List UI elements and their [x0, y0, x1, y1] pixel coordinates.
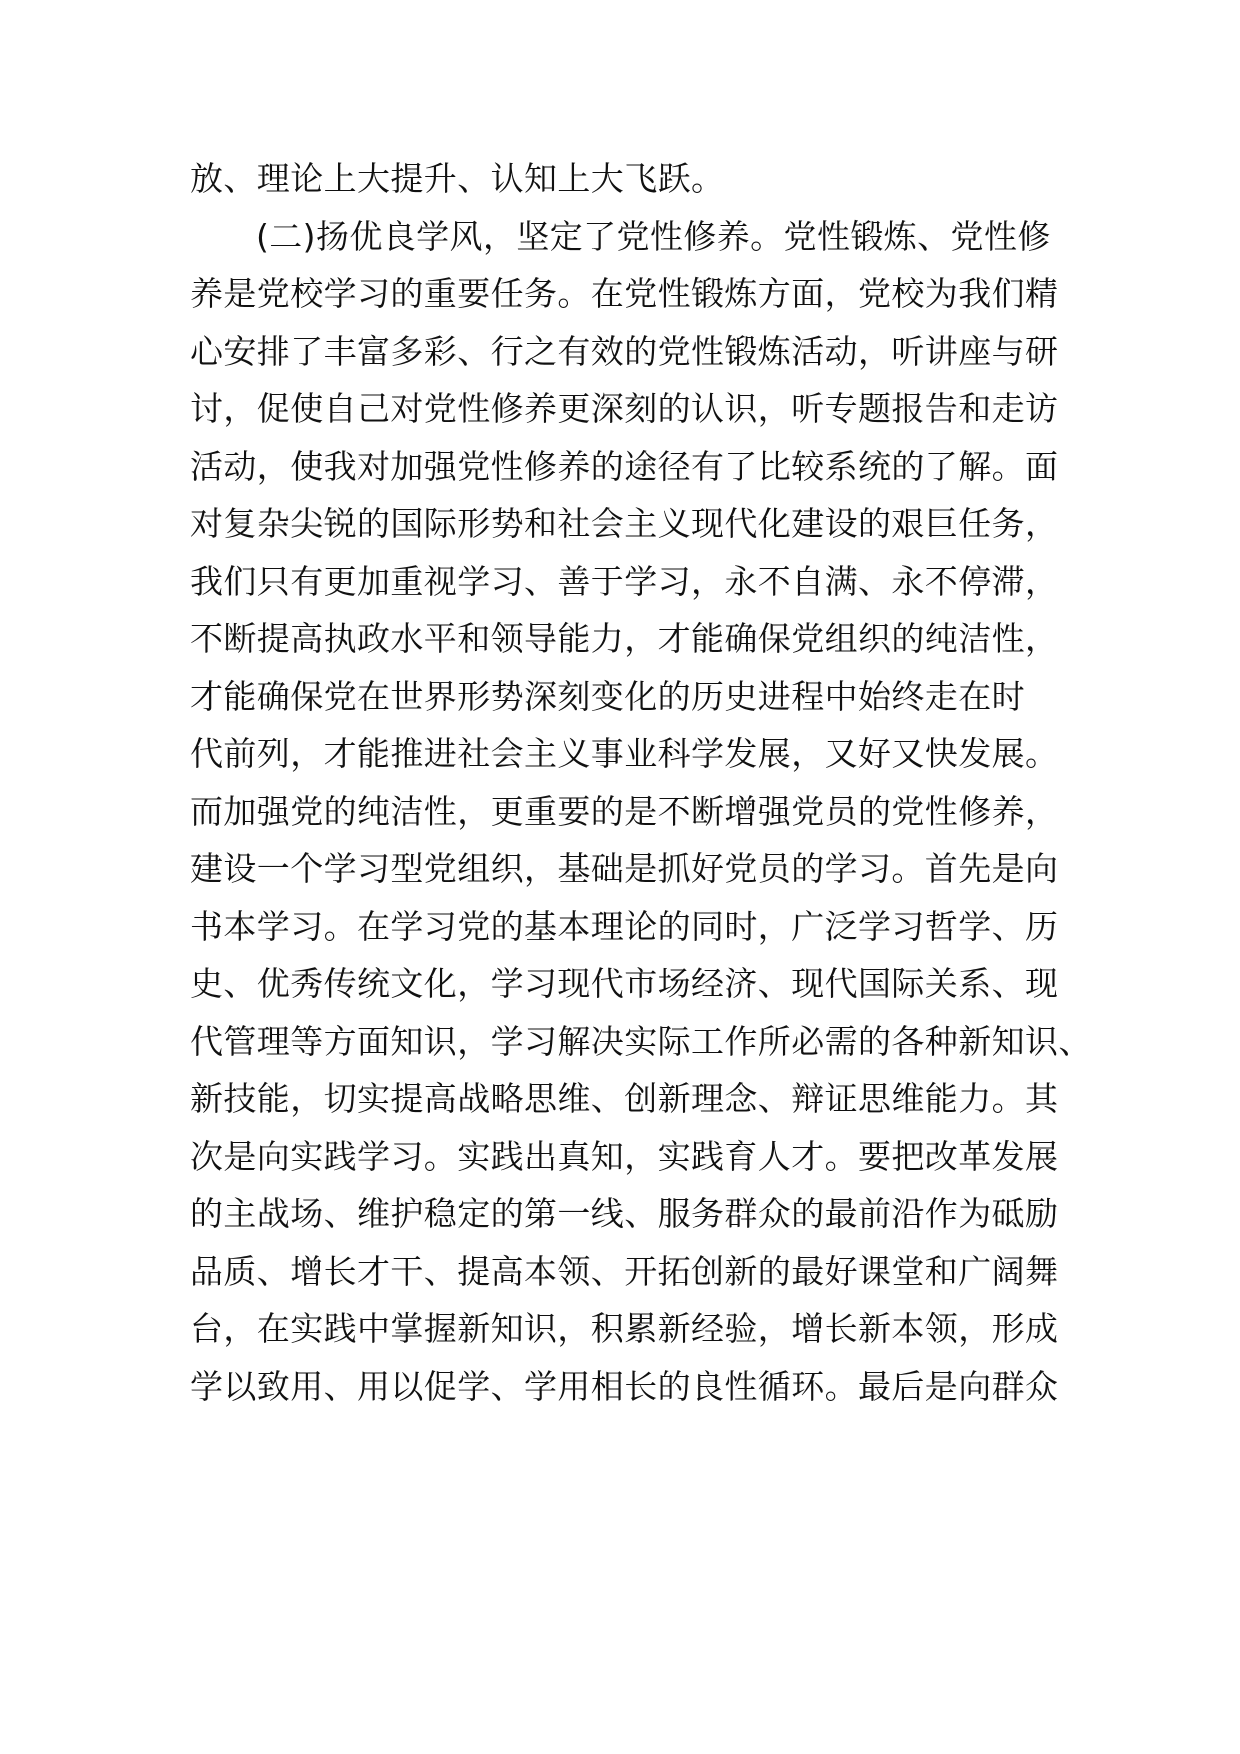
text-line: 讨，促使自己对党性修养更深刻的认识，听专题报告和走访 [190, 389, 1059, 428]
text-line: 史、优秀传统文化，学习现代市场经济、现代国际关系、现 [190, 964, 1059, 1003]
text-line: 放、理论上大提升、认知上大飞跃。 [190, 159, 725, 198]
text-line: 而加强党的纯洁性，更重要的是不断增强党员的党性修养， [190, 791, 1059, 831]
section-heading-line: (二)扬优良学风，坚定了党性修养。党性锻炼、党性修 [256, 216, 1051, 256]
text-line: 心安排了丰富多彩、行之有效的党性锻炼活动，听讲座与研 [190, 331, 1059, 371]
text-line: 对复杂尖锐的国际形势和社会主义现代化建设的艰巨任务， [190, 504, 1059, 543]
text-line: 次是向实践学习。实践出真知，实践育人才。要把改革发展 [190, 1136, 1059, 1176]
text-line: 品质、增长才干、提高本领、开拓创新的最好课堂和广阔舞 [190, 1251, 1059, 1291]
text-line: 不断提高执政水平和领导能力，才能确保党组织的纯洁性， [190, 619, 1059, 658]
text-line: 养是党校学习的重要任务。在党性锻炼方面，党校为我们精 [190, 274, 1059, 313]
text-line: 建设一个学习型党组织，基础是抓好党员的学习。首先是向 [190, 849, 1059, 888]
text-line: 的主战场、维护稳定的第一线、服务群众的最前沿作为砥励 [190, 1194, 1059, 1233]
body-text [190, 150, 1092, 1415]
text-line: 才能确保党在世界形势深刻变化的历史进程中始终走在时 [190, 676, 1025, 716]
text-line: 代管理等方面知识，学习解决实际工作所必需的各种新知识、 [190, 1021, 1092, 1061]
text-line: 书本学习。在学习党的基本理论的同时，广泛学习哲学、历 [190, 906, 1059, 946]
text-line: 我们只有更加重视学习、善于学习，永不自满、永不停滞， [190, 561, 1059, 601]
text-line: 新技能，切实提高战略思维、创新理念、辩证思维能力。其 [190, 1079, 1059, 1118]
text-line: 学以致用、用以促学、学用相长的良性循环。最后是向群众 [190, 1366, 1059, 1406]
text-line: 代前列，才能推进社会主义事业科学发展，又好又快发展。 [190, 734, 1059, 773]
text-line: 活动，使我对加强党性修养的途径有了比较系统的了解。面 [190, 446, 1059, 486]
text-line: 台，在实践中掌握新知识，积累新经验，增长新本领，形成 [190, 1309, 1059, 1348]
